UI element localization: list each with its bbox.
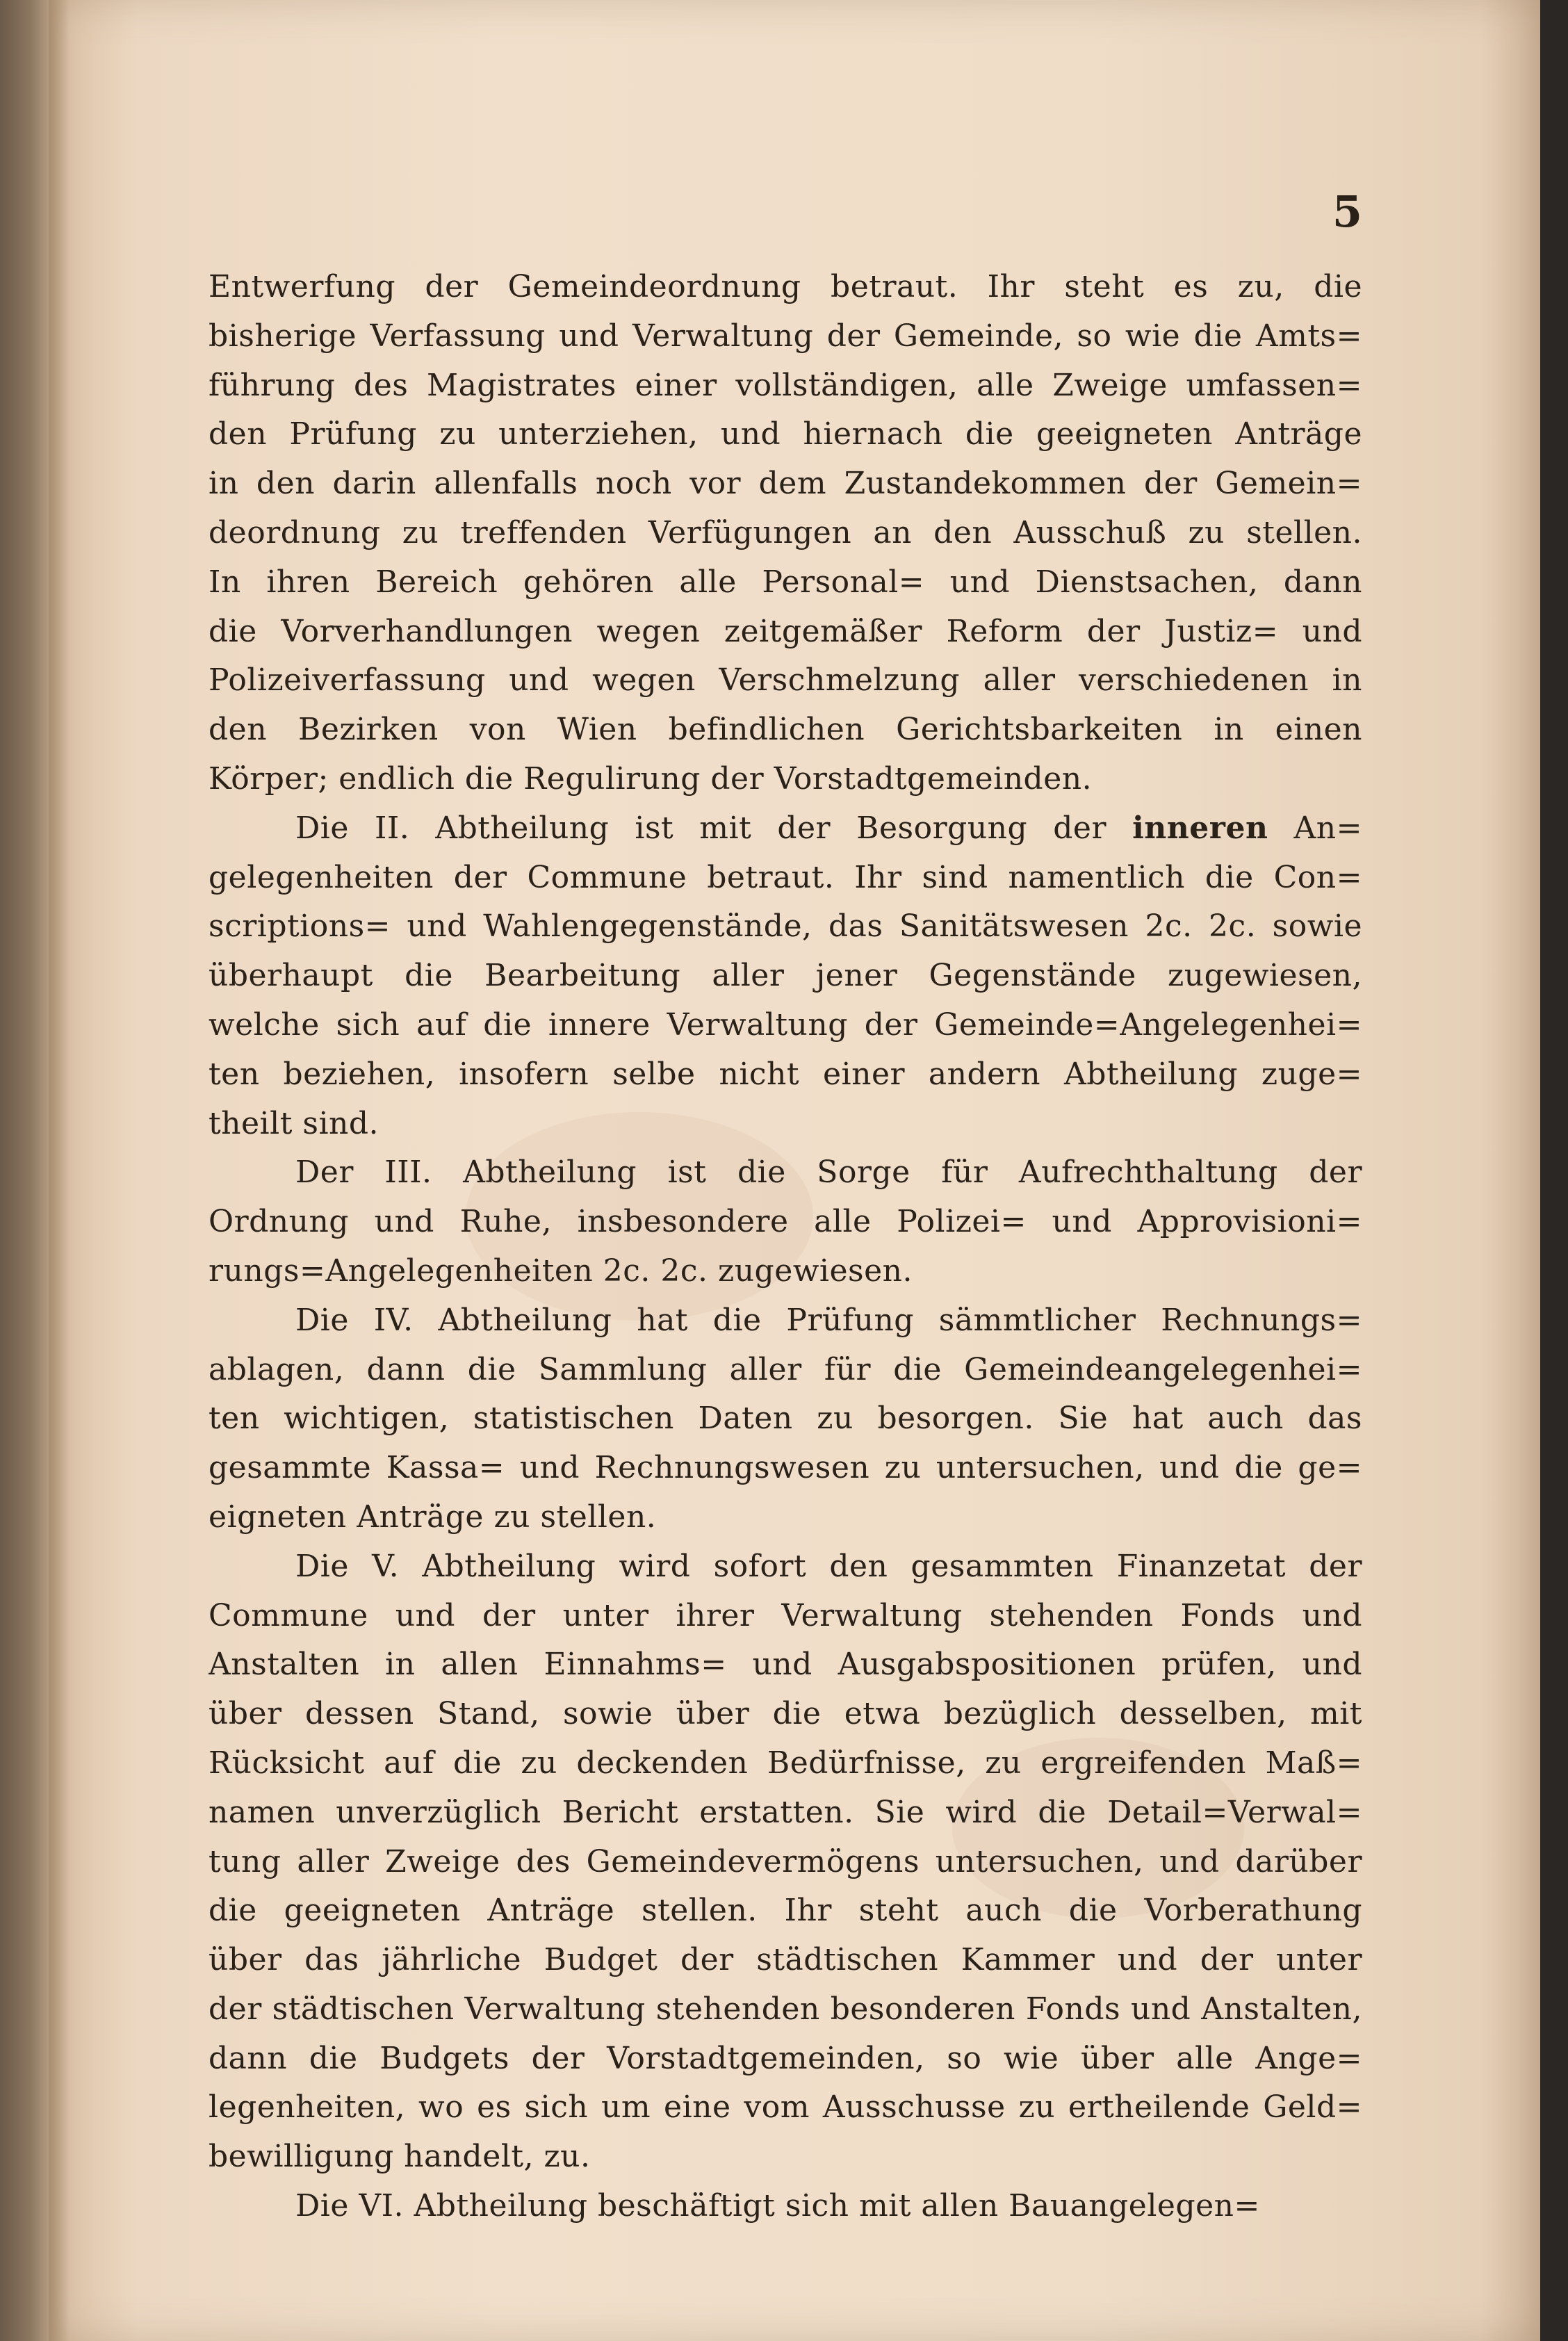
- text-line: überhaupt die Bearbeitung aller jener Gegenstände zugewiesen,: [209, 958, 1362, 994]
- text-line: Entwerfung der Gemeindeordnung betraut. Ihr steht es zu, die: [209, 269, 1362, 304]
- text-line: rungs=Angelegenheiten 2c. 2c. zugewiesen.: [209, 1253, 913, 1289]
- text-line: über das jährliche Budget der städtischen Kammer und der unter: [209, 1942, 1362, 1978]
- text-line: Die V. Abtheilung wird sofort den gesammten Finanzetat der: [295, 1548, 1362, 1584]
- text-line: der städtischen Verwaltung stehenden besonderen Fonds und Anstalten,: [209, 1991, 1362, 2027]
- paragraph: [209, 2182, 1362, 2231]
- text-line: ten wichtigen, statistischen Daten zu besorgen. Sie hat auch das: [209, 1401, 1362, 1437]
- body-text: [209, 263, 1362, 2231]
- text-line: bewilligung handelt, zu.: [209, 2139, 591, 2175]
- text-line: theilt sind.: [209, 1105, 379, 1141]
- text-line: scriptions= und Wahlengegenstände, das Sanitätswesen 2c. 2c. sowie: [209, 908, 1362, 945]
- text-line: die Vorverhandlungen wegen zeitgemäßer Reform der Justiz= und: [209, 613, 1362, 649]
- text-line: über dessen Stand, sowie über die etwa bezüglich desselben, mit: [209, 1696, 1362, 1732]
- text-line: Rücksicht auf die zu deckenden Bedürfnisse, zu ergreifenden Maß=: [209, 1745, 1362, 1781]
- text-line: Die IV. Abtheilung hat die Prüfung sämmtlicher Rechnungs=: [295, 1302, 1362, 1338]
- text-line: Körper; endlich die Regulirung der Vorstadtgemeinden.: [209, 760, 1093, 797]
- emphasized-word: inneren: [1132, 810, 1268, 846]
- text-line: dann die Budgets der Vorstadtgemeinden, so wie über alle Ange=: [209, 2040, 1362, 2076]
- background-right: [1540, 0, 1568, 2341]
- text-line: gelegenheiten der Commune betraut. Ihr sind namentlich die Con=: [209, 859, 1362, 895]
- text-line: führung des Magistrates einer vollständigen, alle Zweige umfassen=: [209, 367, 1362, 403]
- paragraph: [209, 1542, 1362, 2182]
- text-line: in den darin allenfalls noch vor dem Zustandekommen der Gemein=: [209, 466, 1362, 502]
- text-line: deordnung zu treffenden Verfügungen an den Ausschuß zu stellen.: [209, 514, 1362, 550]
- text-line: den Bezirken von Wien befindlichen Gerichtsbarkeiten in einen: [209, 712, 1362, 748]
- text-line: die geeigneten Anträge stellen. Ihr steht auch die Vorberathung: [209, 1893, 1362, 1929]
- text-line: ablagen, dann die Sammlung aller für die Gemeindeangelegenhei=: [209, 1351, 1362, 1387]
- page-gutter-shadow: [49, 0, 70, 2341]
- text-line: legenheiten, wo es sich um eine vom Ausschusse zu ertheilende Geld=: [209, 2089, 1362, 2126]
- text-line: welche sich auf die innere Verwaltung der Gemeinde=Angelegenhei=: [209, 1006, 1362, 1043]
- text-line: eigneten Anträge zu stellen.: [209, 1499, 657, 1535]
- book-cover-left-edge: [0, 0, 49, 2341]
- text-line: Ordnung und Ruhe, insbesondere alle Polizei= und Approvisioni=: [209, 1204, 1362, 1240]
- paragraph: [209, 1296, 1362, 1542]
- text-line: Anstalten in allen Einnahms= und Ausgabspositionen prüfen, und: [209, 1647, 1362, 1683]
- text-line: Die VI. Abtheilung beschäftigt sich mit allen Bauangelegen=: [295, 2188, 1260, 2224]
- text-line: tung aller Zweige des Gemeindevermögens untersuchen, und darüber: [209, 1843, 1362, 1879]
- text-line: Der III. Abtheilung ist die Sorge für Aufrechthaltung der: [295, 1155, 1362, 1191]
- text-line: namen unverzüglich Bericht erstatten. Sie wird die Detail=Verwal=: [209, 1794, 1362, 1830]
- text-line: bisherige Verfassung und Verwaltung der Gemeinde, so wie die Amts=: [209, 318, 1362, 354]
- text-line: ten beziehen, insofern selbe nicht einer andern Abtheilung zuge=: [209, 1056, 1362, 1092]
- text-line: gesammte Kassa= und Rechnungswesen zu untersuchen, und die ge=: [209, 1450, 1362, 1486]
- paragraph: [209, 263, 1362, 804]
- page-number: 5: [1332, 186, 1362, 237]
- text-line: den Prüfung zu unterziehen, und hiernach die geeigneten Anträge: [209, 416, 1362, 452]
- paragraph: [209, 1148, 1362, 1296]
- text-line: Die II. Abtheilung ist mit der Besorgung der inneren An=: [295, 810, 1362, 846]
- text-line: Commune und der unter ihrer Verwaltung stehenden Fonds und: [209, 1597, 1362, 1633]
- paragraph: [209, 804, 1362, 1149]
- text-line: In ihren Bereich gehören alle Personal= und Dienstsachen, dann: [209, 564, 1362, 600]
- text-line: Polizeiverfassung und wegen Verschmelzung aller verschiedenen in: [209, 662, 1362, 699]
